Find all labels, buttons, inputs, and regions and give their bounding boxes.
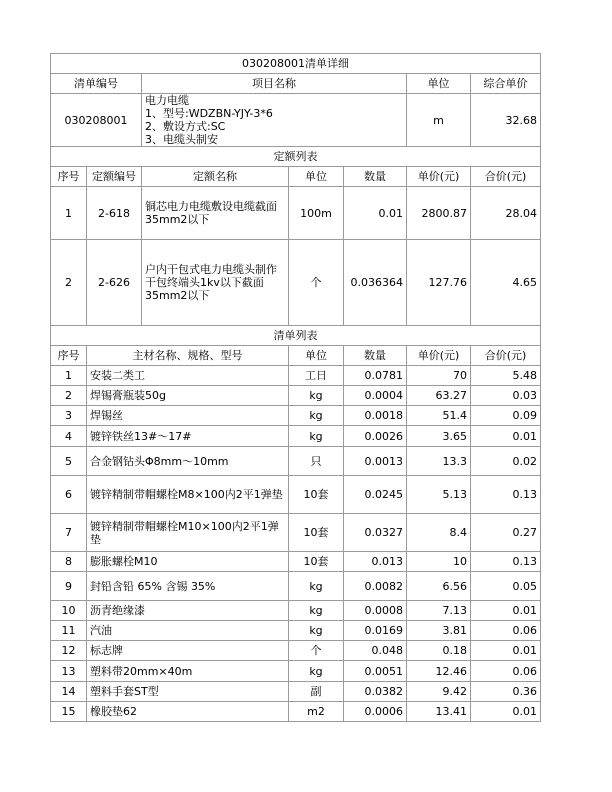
material-name: 塑料带20mm×40m xyxy=(87,661,289,682)
material-unit: kg xyxy=(289,426,344,447)
quota-header-total: 合价(元) xyxy=(471,167,541,187)
material-row xyxy=(51,406,541,426)
material-name: 膨胀螺栓M10 xyxy=(87,552,289,572)
material-no: 15 xyxy=(51,702,87,722)
quota-price: 2800.87 xyxy=(407,187,471,240)
material-header-name: 主材名称、规格、型号 xyxy=(87,346,289,366)
material-unit: kg xyxy=(289,621,344,641)
material-unit: kg xyxy=(289,572,344,601)
material-qty: 0.0006 xyxy=(344,702,407,722)
quota-row xyxy=(51,187,541,240)
material-total: 0.13 xyxy=(471,476,541,514)
material-row xyxy=(51,601,541,621)
bill-row xyxy=(51,94,541,147)
material-name: 塑料手套ST型 xyxy=(87,682,289,702)
quota-header-unit: 单位 xyxy=(289,167,344,187)
material-price: 63.27 xyxy=(407,386,471,406)
material-total: 0.06 xyxy=(471,621,541,641)
material-row xyxy=(51,572,541,601)
material-unit: 只 xyxy=(289,447,344,476)
bill-header-code: 清单编号 xyxy=(51,74,142,94)
quota-qty: 0.01 xyxy=(344,187,407,240)
material-qty: 0.0169 xyxy=(344,621,407,641)
material-qty: 0.0008 xyxy=(344,601,407,621)
material-total: 0.06 xyxy=(471,661,541,682)
quota-code: 2-626 xyxy=(87,240,142,326)
quota-no: 2 xyxy=(51,240,87,326)
material-list xyxy=(51,366,541,722)
material-row xyxy=(51,447,541,476)
material-name: 镀锌精制带帽螺栓M8×100内2平1弹垫 xyxy=(87,476,289,514)
material-no: 11 xyxy=(51,621,87,641)
material-no: 6 xyxy=(51,476,87,514)
material-unit: 工日 xyxy=(289,366,344,386)
material-row xyxy=(51,621,541,641)
quota-total: 28.04 xyxy=(471,187,541,240)
material-no: 9 xyxy=(51,572,87,601)
quota-name: 铜芯电力电缆敷设电缆截面35mm2以下 xyxy=(142,187,289,240)
quota-header-code: 定额编号 xyxy=(87,167,142,187)
material-total: 0.03 xyxy=(471,386,541,406)
material-unit: 个 xyxy=(289,641,344,661)
material-qty: 0.0327 xyxy=(344,514,407,552)
material-no: 3 xyxy=(51,406,87,426)
bill-header-unit: 单位 xyxy=(407,74,471,94)
material-name: 橡胶垫62 xyxy=(87,702,289,722)
material-unit: 10套 xyxy=(289,514,344,552)
material-price: 3.65 xyxy=(407,426,471,447)
material-no: 8 xyxy=(51,552,87,572)
page-title: 030208001清单详细 xyxy=(51,54,541,74)
material-no: 1 xyxy=(51,366,87,386)
material-qty: 0.0781 xyxy=(344,366,407,386)
material-total: 5.48 xyxy=(471,366,541,386)
material-qty: 0.0026 xyxy=(344,426,407,447)
material-price: 13.41 xyxy=(407,702,471,722)
bill-detail-table xyxy=(50,53,541,722)
material-no: 5 xyxy=(51,447,87,476)
quota-no: 1 xyxy=(51,187,87,240)
material-name: 安装二类工 xyxy=(87,366,289,386)
material-price: 0.18 xyxy=(407,641,471,661)
bill-header-price: 综合单价 xyxy=(471,74,541,94)
material-qty: 0.0382 xyxy=(344,682,407,702)
material-header-qty: 数量 xyxy=(344,346,407,366)
material-unit: kg xyxy=(289,601,344,621)
material-total: 0.01 xyxy=(471,426,541,447)
material-qty: 0.0082 xyxy=(344,572,407,601)
quota-header-price: 单价(元) xyxy=(407,167,471,187)
bill-name-line: 1、型号:WDZBN-YJY-3*6 xyxy=(145,107,273,120)
quota-name: 户内干包式电力电缆头制作干包终端头1kv以下截面35mm2以下 xyxy=(142,240,289,326)
bill-unit: m xyxy=(407,94,471,147)
material-row xyxy=(51,426,541,447)
material-section-row xyxy=(51,326,541,346)
material-unit: 10套 xyxy=(289,552,344,572)
material-row xyxy=(51,386,541,406)
material-row xyxy=(51,641,541,661)
material-total: 0.05 xyxy=(471,572,541,601)
quota-header-qty: 数量 xyxy=(344,167,407,187)
bill-name-line: 2、敷设方式:SC xyxy=(145,120,226,133)
material-price: 13.3 xyxy=(407,447,471,476)
material-qty: 0.0245 xyxy=(344,476,407,514)
material-qty: 0.0051 xyxy=(344,661,407,682)
material-price: 70 xyxy=(407,366,471,386)
material-price: 51.4 xyxy=(407,406,471,426)
material-price: 10 xyxy=(407,552,471,572)
quota-header-no: 序号 xyxy=(51,167,87,187)
material-row xyxy=(51,514,541,552)
material-total: 0.01 xyxy=(471,641,541,661)
material-unit: 10套 xyxy=(289,476,344,514)
material-header-price: 单价(元) xyxy=(407,346,471,366)
bill-name-line: 3、电缆头制安 xyxy=(145,133,218,146)
material-total: 0.01 xyxy=(471,702,541,722)
material-price: 7.13 xyxy=(407,601,471,621)
material-total: 0.01 xyxy=(471,601,541,621)
quota-code: 2-618 xyxy=(87,187,142,240)
material-no: 10 xyxy=(51,601,87,621)
material-row xyxy=(51,682,541,702)
material-price: 9.42 xyxy=(407,682,471,702)
material-name: 汽油 xyxy=(87,621,289,641)
material-no: 2 xyxy=(51,386,87,406)
material-row xyxy=(51,476,541,514)
material-header-total: 合价(元) xyxy=(471,346,541,366)
material-total: 0.13 xyxy=(471,552,541,572)
material-row xyxy=(51,366,541,386)
bill-name-line: 电力电缆 xyxy=(145,94,189,107)
bill-price: 32.68 xyxy=(471,94,541,147)
quota-total: 4.65 xyxy=(471,240,541,326)
material-row xyxy=(51,552,541,572)
material-unit: m2 xyxy=(289,702,344,722)
material-no: 12 xyxy=(51,641,87,661)
material-unit: 副 xyxy=(289,682,344,702)
material-name: 镀锌铁丝13#～17# xyxy=(87,426,289,447)
material-total: 0.02 xyxy=(471,447,541,476)
material-total: 0.36 xyxy=(471,682,541,702)
material-no: 14 xyxy=(51,682,87,702)
quota-header-row xyxy=(51,167,541,187)
material-name: 焊锡膏瓶装50g xyxy=(87,386,289,406)
material-section-title: 清单列表 xyxy=(51,326,541,346)
material-row xyxy=(51,702,541,722)
quota-section-row xyxy=(51,147,541,167)
material-row xyxy=(51,661,541,682)
quota-unit: 个 xyxy=(289,240,344,326)
material-qty: 0.013 xyxy=(344,552,407,572)
material-price: 3.81 xyxy=(407,621,471,641)
bill-header-row xyxy=(51,74,541,94)
quota-row xyxy=(51,240,541,326)
material-header-unit: 单位 xyxy=(289,346,344,366)
quota-price: 127.76 xyxy=(407,240,471,326)
material-unit: kg xyxy=(289,386,344,406)
material-unit: kg xyxy=(289,406,344,426)
material-name: 封铅含铅 65% 含锡 35% xyxy=(87,572,289,601)
material-qty: 0.048 xyxy=(344,641,407,661)
quota-qty: 0.036364 xyxy=(344,240,407,326)
quota-header-name: 定额名称 xyxy=(142,167,289,187)
bill-header-name: 项目名称 xyxy=(142,74,407,94)
material-total: 0.27 xyxy=(471,514,541,552)
material-name: 镀锌精制带帽螺栓M10×100内2平1弹垫 xyxy=(87,514,289,552)
bill-code: 030208001 xyxy=(51,94,142,147)
material-name: 标志牌 xyxy=(87,641,289,661)
material-name: 沥青绝缘漆 xyxy=(87,601,289,621)
material-qty: 0.0004 xyxy=(344,386,407,406)
material-no: 13 xyxy=(51,661,87,682)
bill-name xyxy=(142,94,407,147)
material-header-no: 序号 xyxy=(51,346,87,366)
material-unit: kg xyxy=(289,661,344,682)
material-price: 5.13 xyxy=(407,476,471,514)
quota-unit: 100m xyxy=(289,187,344,240)
material-total: 0.09 xyxy=(471,406,541,426)
material-price: 12.46 xyxy=(407,661,471,682)
material-no: 4 xyxy=(51,426,87,447)
material-qty: 0.0018 xyxy=(344,406,407,426)
title-row xyxy=(51,54,541,74)
material-price: 8.4 xyxy=(407,514,471,552)
quota-section-title: 定额列表 xyxy=(51,147,541,167)
material-qty: 0.0013 xyxy=(344,447,407,476)
material-no: 7 xyxy=(51,514,87,552)
material-price: 6.56 xyxy=(407,572,471,601)
material-name: 焊锡丝 xyxy=(87,406,289,426)
material-header-row xyxy=(51,346,541,366)
material-name: 合金钢钻头Φ8mm～10mm xyxy=(87,447,289,476)
